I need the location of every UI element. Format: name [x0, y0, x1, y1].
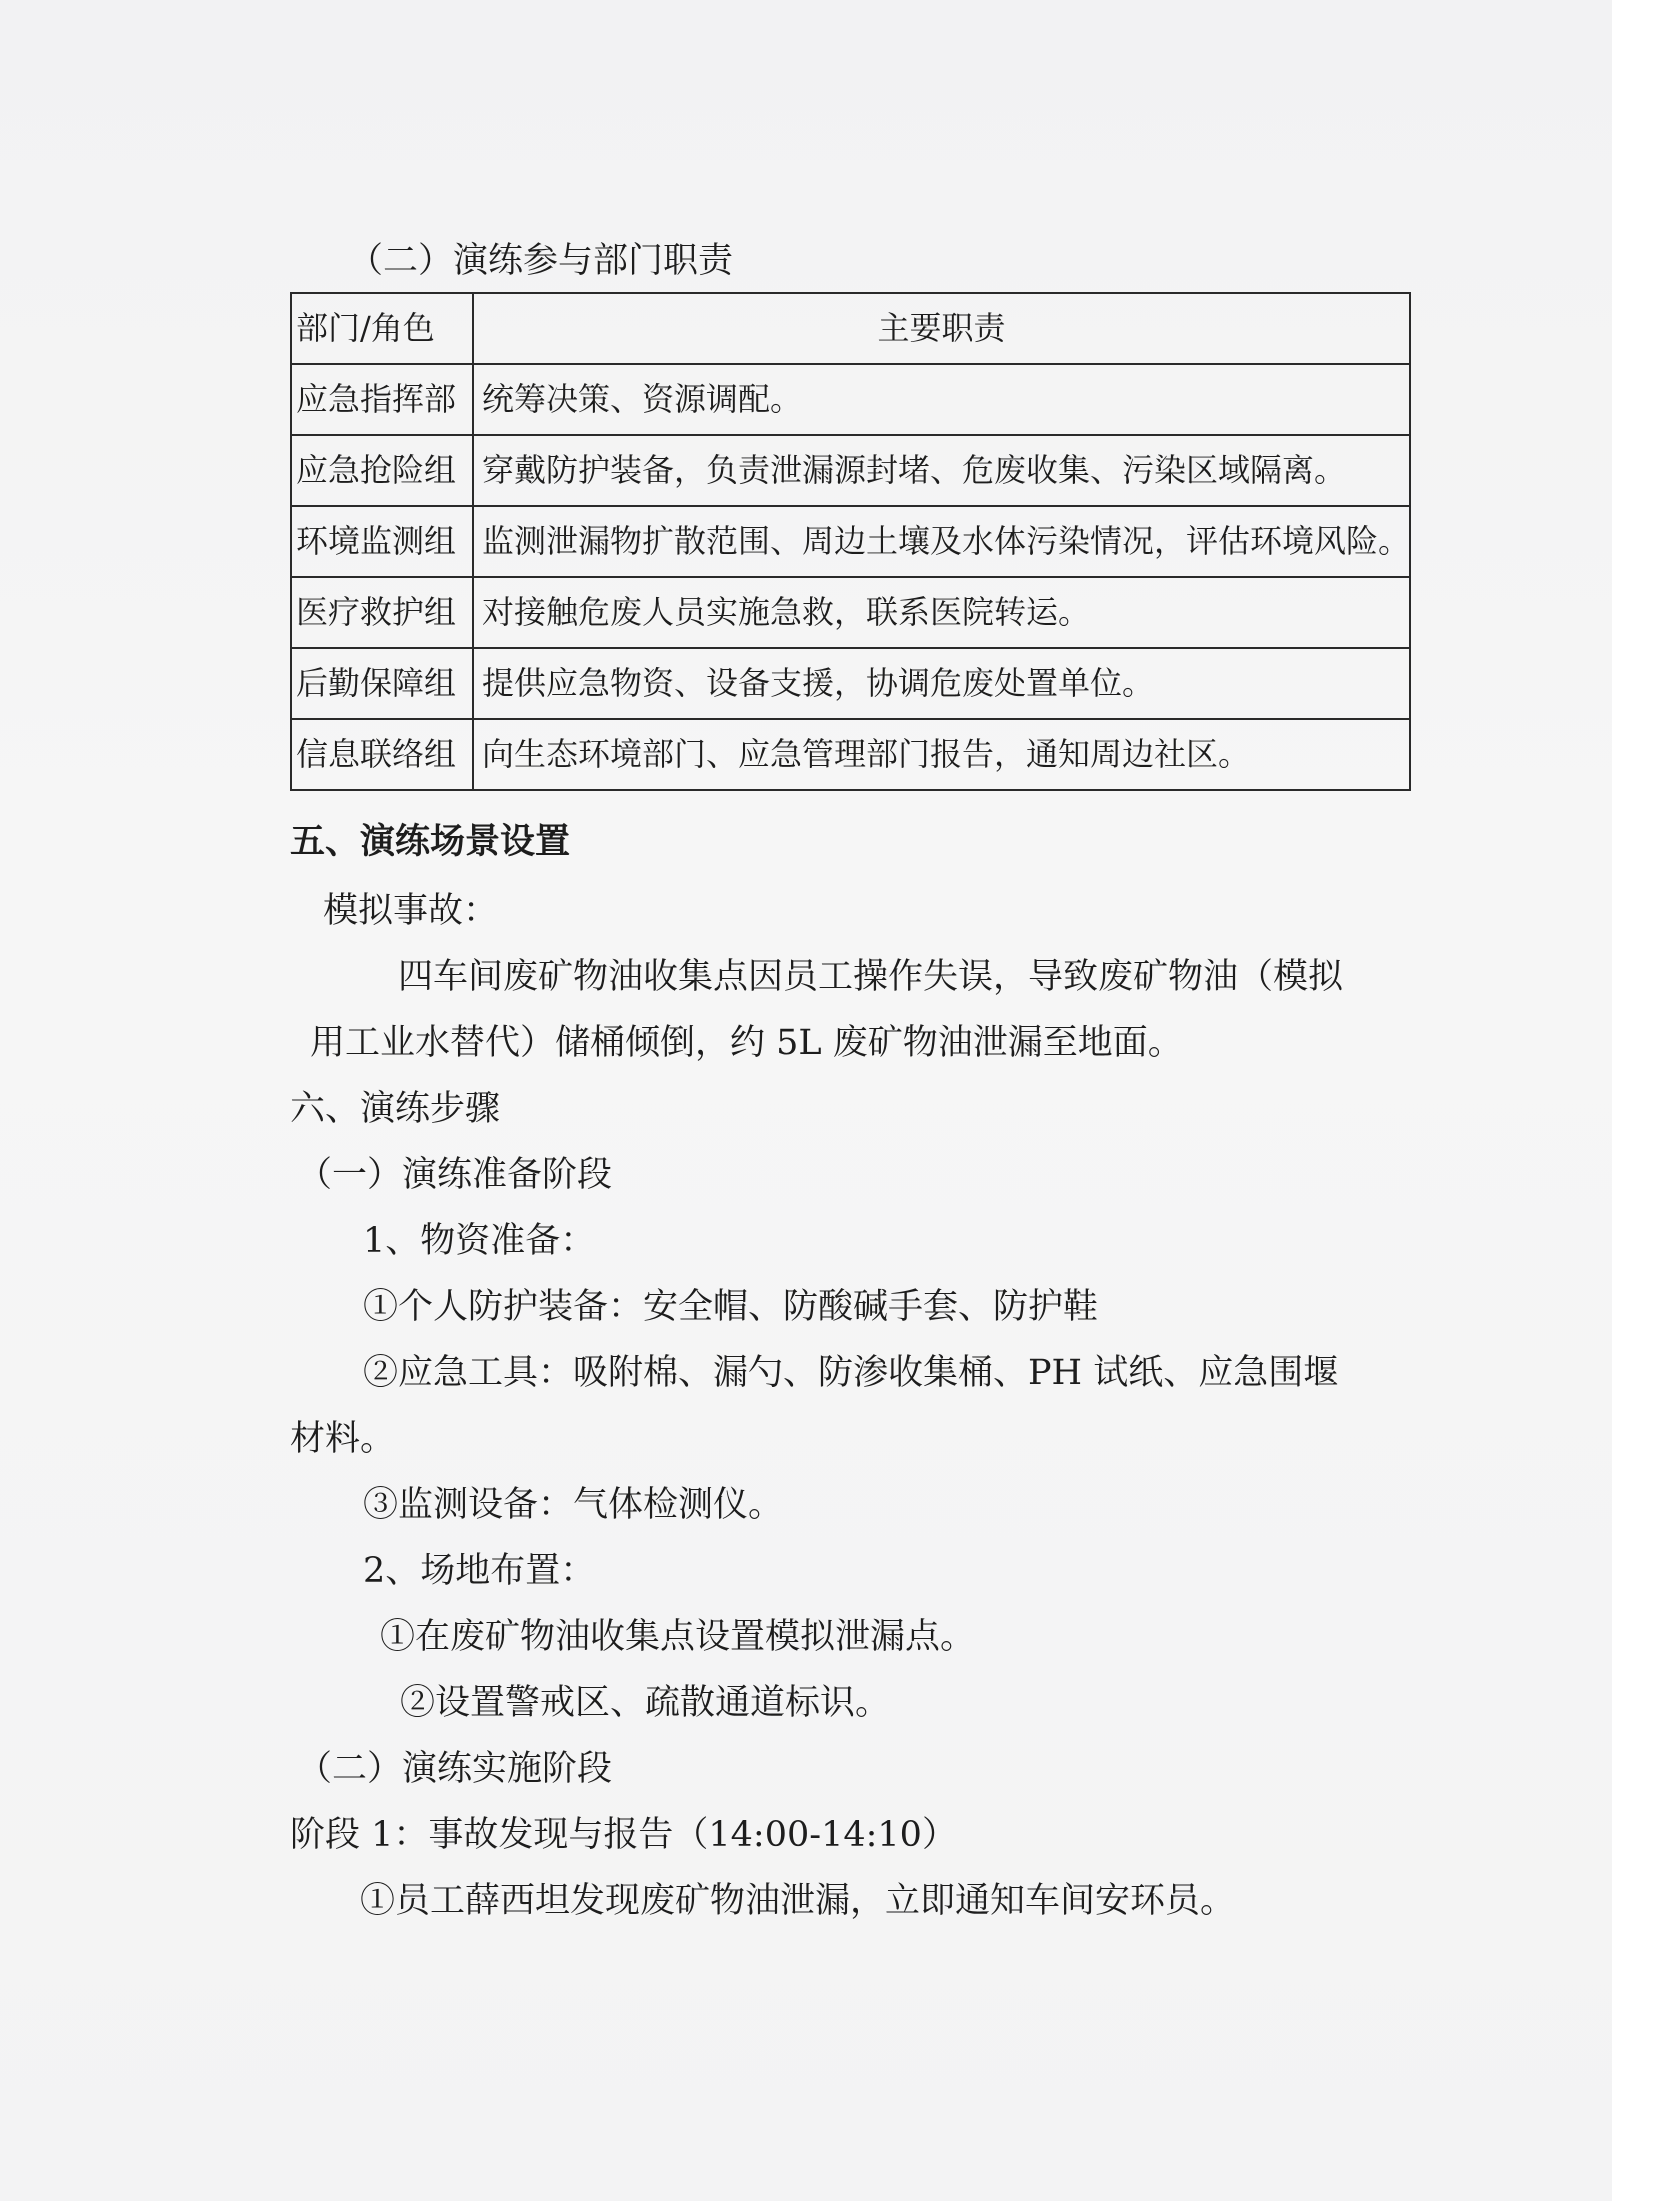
role-cell: 应急抢险组 — [291, 435, 473, 506]
duty-cell: 穿戴防护装备，负责泄漏源封堵、危废收集、污染区域隔离。 — [473, 435, 1410, 506]
materials-item-tools-line-2: 材料。 — [290, 1419, 396, 1459]
table-header-row — [291, 293, 1410, 364]
duty-cell: 统筹决策、资源调配。 — [473, 364, 1410, 435]
duty-cell: 监测泄漏物扩散范围、周边土壤及水体污染情况，评估环境风险。 — [473, 506, 1410, 577]
role-cell: 信息联络组 — [291, 719, 473, 790]
table-row — [291, 577, 1410, 648]
materials-item-tools-line-1: ②应急工具：吸附棉、漏勺、防渗收集桶、PH 试纸、应急围堰 — [363, 1353, 1339, 1393]
stage1-heading: 阶段 1：事故发现与报告（14:00-14:10） — [290, 1815, 957, 1855]
role-cell: 后勤保障组 — [291, 648, 473, 719]
site-item-leak-point: ①在废矿物油收集点设置模拟泄漏点。 — [380, 1617, 976, 1657]
steps-heading: 六、演练步骤 — [290, 1089, 501, 1129]
prep-stage-heading: （一）演练准备阶段 — [297, 1155, 613, 1195]
section-heading-duties: （二）演练参与部门职责 — [348, 241, 734, 281]
site-item-warning-zone: ②设置警戒区、疏散通道标识。 — [400, 1683, 891, 1723]
header-duty: 主要职责 — [473, 293, 1410, 364]
table-row — [291, 364, 1410, 435]
duty-cell: 向生态环境部门、应急管理部门报告，通知周边社区。 — [473, 719, 1410, 790]
scene-paragraph-line-1: 四车间废矿物油收集点因员工操作失误，导致废矿物油（模拟 — [398, 957, 1344, 997]
materials-item-ppe: ①个人防护装备：安全帽、防酸碱手套、防护鞋 — [363, 1287, 1099, 1327]
table-row — [291, 506, 1410, 577]
scene-paragraph-line-2: 用工业水替代）储桶倾倒，约 5L 废矿物油泄漏至地面。 — [310, 1023, 1183, 1063]
header-role: 部门/角色 — [291, 293, 473, 364]
materials-title: 1、物资准备： — [363, 1221, 596, 1261]
scan-border — [1612, 0, 1653, 2201]
site-title: 2、场地布置： — [363, 1551, 596, 1591]
role-cell: 环境监测组 — [291, 506, 473, 577]
department-duties-table — [290, 292, 1411, 791]
duty-cell: 提供应急物资、设备支援，协调危废处置单位。 — [473, 648, 1410, 719]
table-row — [291, 719, 1410, 790]
scene-heading: 五、演练场景设置 — [290, 821, 571, 862]
duty-cell: 对接触危废人员实施急救，联系医院转运。 — [473, 577, 1410, 648]
role-cell: 应急指挥部 — [291, 364, 473, 435]
table-row — [291, 435, 1410, 506]
table-row — [291, 648, 1410, 719]
stage1-item-1: ①员工薛西坦发现废矿物油泄漏，立即通知车间安环员。 — [360, 1881, 1236, 1921]
role-cell: 医疗救护组 — [291, 577, 473, 648]
scene-subheading: 模拟事故： — [323, 891, 499, 931]
implement-stage-heading: （二）演练实施阶段 — [297, 1749, 613, 1789]
materials-item-monitoring: ③监测设备：气体检测仪。 — [363, 1485, 784, 1525]
